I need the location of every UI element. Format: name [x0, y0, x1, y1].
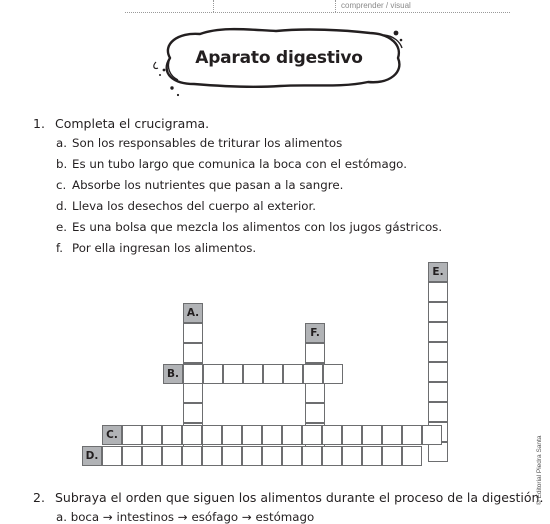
question-prompt: Completa el crucigrama. [55, 116, 210, 131]
crossword-cell[interactable] [242, 425, 262, 445]
crossword-cell[interactable] [263, 364, 283, 384]
clue-text: Es un tubo largo que comunica la boca con el estómago. [72, 157, 407, 171]
crossword-cell[interactable] [322, 425, 342, 445]
crossword-cell[interactable] [422, 425, 442, 445]
clue-text: Es una bolsa que mezcla los alimentos con los jugos gástricos. [72, 220, 443, 234]
crossword-cell[interactable] [283, 364, 303, 384]
crossword-cell[interactable] [282, 425, 302, 445]
crossword-cell[interactable] [322, 446, 342, 466]
crossword-cell[interactable] [428, 322, 448, 342]
crossword-cell[interactable] [222, 425, 242, 445]
question-number: 2. [33, 490, 45, 505]
option-a[interactable]: a. boca → intestinos → esófago → estómago [56, 510, 315, 524]
clue-letter: a. [56, 136, 67, 150]
crossword-cell[interactable] [428, 382, 448, 402]
crossword-cell[interactable] [223, 364, 243, 384]
crossword-cell[interactable] [182, 425, 202, 445]
crossword-cell[interactable] [122, 446, 142, 466]
question-number: 1. [33, 116, 45, 131]
crossword-cell[interactable] [303, 364, 323, 384]
crossword-cell[interactable] [222, 446, 242, 466]
clue-label-d: D. [82, 446, 102, 466]
crossword-cell[interactable] [362, 446, 382, 466]
question-prompt: Subraya el orden que siguen los alimentos durante el proceso de la digestión. [55, 490, 544, 505]
crossword-cell[interactable] [162, 425, 182, 445]
crossword-cell[interactable] [382, 446, 402, 466]
crossword-cell[interactable] [402, 425, 422, 445]
crossword-cell[interactable] [323, 364, 343, 384]
crossword-cell[interactable] [428, 302, 448, 322]
crossword-cell[interactable] [183, 343, 203, 363]
copyright-notice: © Editorial Piedra Santa [536, 435, 543, 505]
clue-letter: e. [56, 220, 68, 234]
crossword-cell[interactable] [203, 364, 223, 384]
category-label: comprender / visual [341, 1, 411, 10]
crossword-cell[interactable] [342, 425, 362, 445]
crossword-cell[interactable] [282, 446, 302, 466]
crossword-cell[interactable] [305, 383, 325, 403]
crossword-cell[interactable] [362, 425, 382, 445]
crossword-cell[interactable] [242, 446, 262, 466]
crossword-cell[interactable] [305, 403, 325, 423]
page-title: Aparato digestivo [195, 48, 363, 68]
crossword-cell[interactable] [262, 446, 282, 466]
crossword-cell[interactable] [428, 342, 448, 362]
clue-letter: d. [56, 199, 68, 213]
clue-label-f: F. [305, 323, 325, 343]
crossword-cell[interactable] [183, 383, 203, 403]
crossword-cell[interactable] [402, 446, 422, 466]
crossword-cell[interactable] [243, 364, 263, 384]
crossword-cell[interactable] [122, 425, 142, 445]
crossword-cell[interactable] [262, 425, 282, 445]
crossword-cell[interactable] [302, 446, 322, 466]
crossword-cell[interactable] [142, 446, 162, 466]
crossword-cell[interactable] [102, 446, 122, 466]
crossword-cell[interactable] [142, 425, 162, 445]
clue-label-b: B. [163, 364, 183, 384]
crossword-cell[interactable] [182, 446, 202, 466]
crossword-cell[interactable] [183, 364, 203, 384]
crossword-cell[interactable] [202, 425, 222, 445]
crossword-cell[interactable] [302, 425, 322, 445]
clue-letter: c. [56, 178, 67, 192]
clue-text: Son los responsables de triturar los alimentos [72, 136, 343, 150]
clue-label-e: E. [428, 262, 448, 282]
crossword-cell[interactable] [183, 403, 203, 423]
crossword-cell[interactable] [305, 343, 325, 363]
crossword-cell[interactable] [428, 362, 448, 382]
clue-text: Por ella ingresan los alimentos. [72, 241, 257, 255]
crossword-cell[interactable] [202, 446, 222, 466]
crossword-cell[interactable] [428, 402, 448, 422]
crossword-cell[interactable] [342, 446, 362, 466]
crossword-cell[interactable] [428, 442, 448, 462]
clue-label-a: A. [183, 303, 203, 323]
clue-letter: f. [56, 241, 64, 255]
clue-text: Absorbe los nutrientes que pasan a la sangre. [72, 178, 344, 192]
clue-text: Lleva los desechos del cuerpo al exterior. [72, 199, 317, 213]
crossword-cell[interactable] [428, 282, 448, 302]
crossword-cell[interactable] [382, 425, 402, 445]
crossword-cell[interactable] [162, 446, 182, 466]
clue-label-c: C. [102, 425, 122, 445]
clue-letter: b. [56, 157, 68, 171]
crossword-cell[interactable] [183, 323, 203, 343]
